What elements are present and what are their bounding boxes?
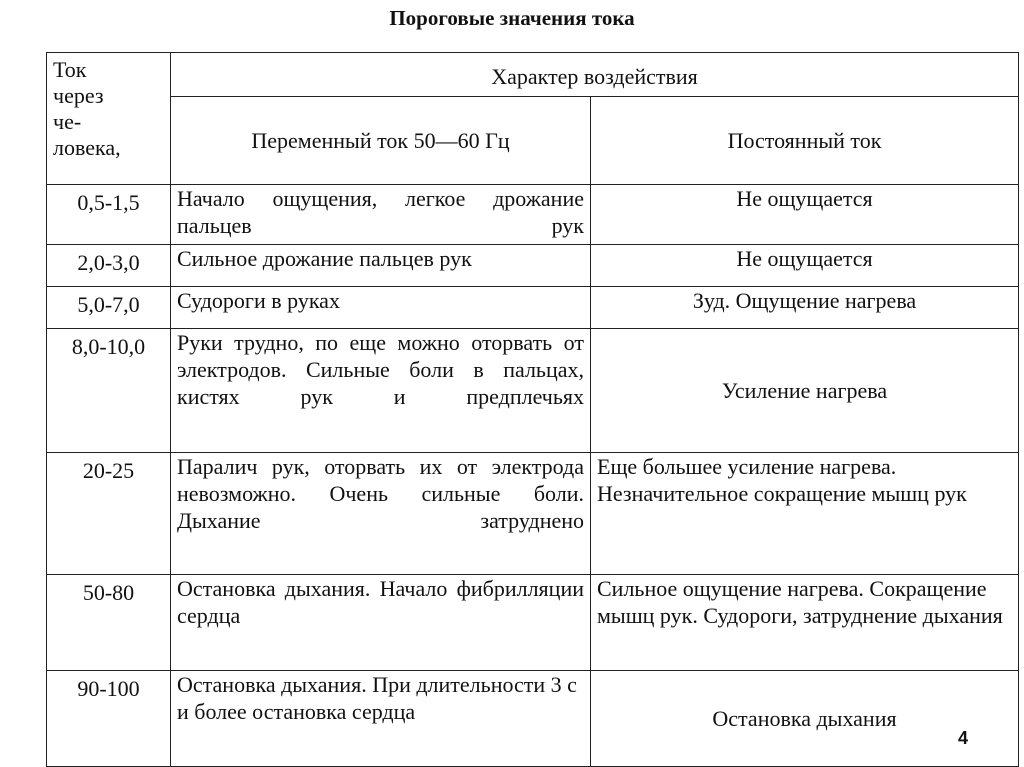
header-dc: Постоянный ток	[591, 97, 1019, 185]
header-current-line: че-	[53, 109, 82, 134]
table-row	[47, 575, 1019, 671]
current-cell: 5,0-7,0	[47, 287, 171, 329]
table-row	[47, 671, 1019, 767]
current-cell: 90-100	[47, 671, 171, 767]
ac-cell: Сильное дрожание пальцев рук	[171, 245, 591, 287]
dc-cell: Сильное ощущение нагрева. Сокращение мышц рук. Судороги, затруднение дыхания	[591, 575, 1019, 671]
table-row	[47, 245, 1019, 287]
table-row	[47, 287, 1019, 329]
dc-cell: Не ощущается	[591, 245, 1019, 287]
threshold-table	[46, 52, 1019, 767]
ac-cell: Судороги в руках	[171, 287, 591, 329]
page-number: 4	[957, 728, 968, 748]
header-effect: Характер воздействия	[171, 53, 1019, 97]
page-title: Пороговые значения тока	[389, 6, 635, 30]
header-row	[47, 53, 1019, 97]
current-cell: 50-80	[47, 575, 171, 671]
current-cell: 8,0-10,0	[47, 329, 171, 453]
ac-cell: Руки трудно, по еще можно оторвать от электродов. Сильные боли в пальцах, кистях рук и предплечьях	[171, 329, 591, 453]
current-cell: 2,0-3,0	[47, 245, 171, 287]
table-row	[47, 185, 1019, 245]
ac-cell: Паралич рук, оторвать их от электрода невозможно. Очень сильные боли. Дыхание затруднено	[171, 453, 591, 575]
header-ac: Переменный ток 50—60 Гц	[171, 97, 591, 185]
dc-cell: Не ощущается	[591, 185, 1019, 245]
current-cell: 0,5-1,5	[47, 185, 171, 245]
dc-cell: Зуд. Ощущение нагрева	[591, 287, 1019, 329]
header-subrow	[47, 97, 1019, 185]
dc-cell: Еще большее усиление нагрева. Незначительное сокращение мышц рук	[591, 453, 1019, 575]
table-row	[47, 329, 1019, 453]
table-row	[47, 453, 1019, 575]
dc-cell: Усиление нагрева	[591, 329, 1019, 453]
dc-cell: Остановка дыхания	[591, 671, 1019, 767]
header-current-line: через	[53, 83, 104, 108]
header-current	[47, 53, 171, 185]
current-cell: 20-25	[47, 453, 171, 575]
ac-cell: Начало ощущения, легкое дрожание пальцев рук	[171, 185, 591, 245]
header-current-line: ловека,	[53, 135, 121, 160]
ac-cell: Остановка дыхания. При длительности 3 с и более остановка сердца	[171, 671, 591, 767]
header-current-line: Ток	[53, 57, 87, 82]
ac-cell: Остановка дыхания. Начало фибрилляции сердца	[171, 575, 591, 671]
